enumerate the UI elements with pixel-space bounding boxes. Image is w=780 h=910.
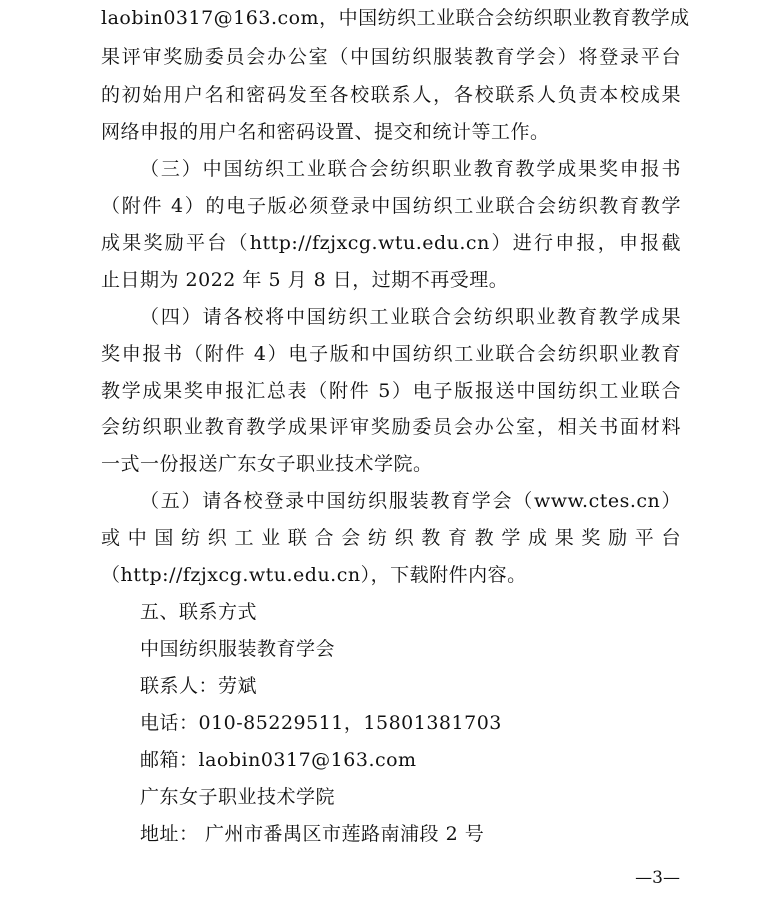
text-line: 或中国纺织工业联合会纺织教育教学成果奖励平台 <box>101 527 681 549</box>
contact-address: 地址： 广州市番禺区市莲路南浦段 2 号 <box>140 823 485 845</box>
text-line: （三）中国纺织工业联合会纺织职业教育教学成果奖申报书 <box>140 158 681 180</box>
text-line: （附件 4）的电子版必须登录中国纺织工业联合会纺织教育教学 <box>101 195 681 217</box>
contact-org: 中国纺织服装教育学会 <box>140 638 336 660</box>
text-line: （http://fzjxcg.wtu.edu.cn），下载附件内容。 <box>101 564 527 586</box>
text-line: 网络申报的用户名和密码设置、提交和统计等工作。 <box>101 121 550 143</box>
text-line: 教学成果奖申报汇总表（附件 5）电子版报送中国纺织工业联合 <box>101 380 681 402</box>
text-line: （四）请各校将中国纺织工业联合会纺织职业教育教学成果 <box>140 306 681 328</box>
text-line: 一式一份报送广东女子职业技术学院。 <box>101 453 433 475</box>
contact-email: 邮箱：laobin0317@163.com <box>140 749 417 771</box>
text-line: 止日期为 2022 年 5 月 8 日，过期不再受理。 <box>101 269 509 291</box>
text-line: laobin0317@163.com，中国纺织工业联合会纺织职业教育教学成 <box>101 7 690 29</box>
contact-phone: 电话：010-85229511，15801381703 <box>140 712 502 734</box>
text-line: 奖申报书（附件 4）电子版和中国纺织工业联合会纺织职业教育 <box>101 343 681 365</box>
text-line: 成果奖励平台（http://fzjxcg.wtu.edu.cn）进行申报，申报截 <box>101 232 681 254</box>
contact-org-2: 广东女子职业技术学院 <box>140 786 336 808</box>
section-heading: 五、联系方式 <box>140 601 258 623</box>
page-number: —3— <box>635 868 680 888</box>
text-line: 会纺织职业教育教学成果评审奖励委员会办公室，相关书面材料 <box>101 416 681 438</box>
text-line: 的初始用户名和密码发至各校联系人，各校联系人负责本校成果 <box>101 84 681 106</box>
text-line: 果评审奖励委员会办公室（中国纺织服装教育学会）将登录平台 <box>101 46 681 68</box>
text-line: （五）请各校登录中国纺织服装教育学会（www.ctes.cn） <box>140 490 681 512</box>
contact-person: 联系人：劳斌 <box>140 675 258 697</box>
